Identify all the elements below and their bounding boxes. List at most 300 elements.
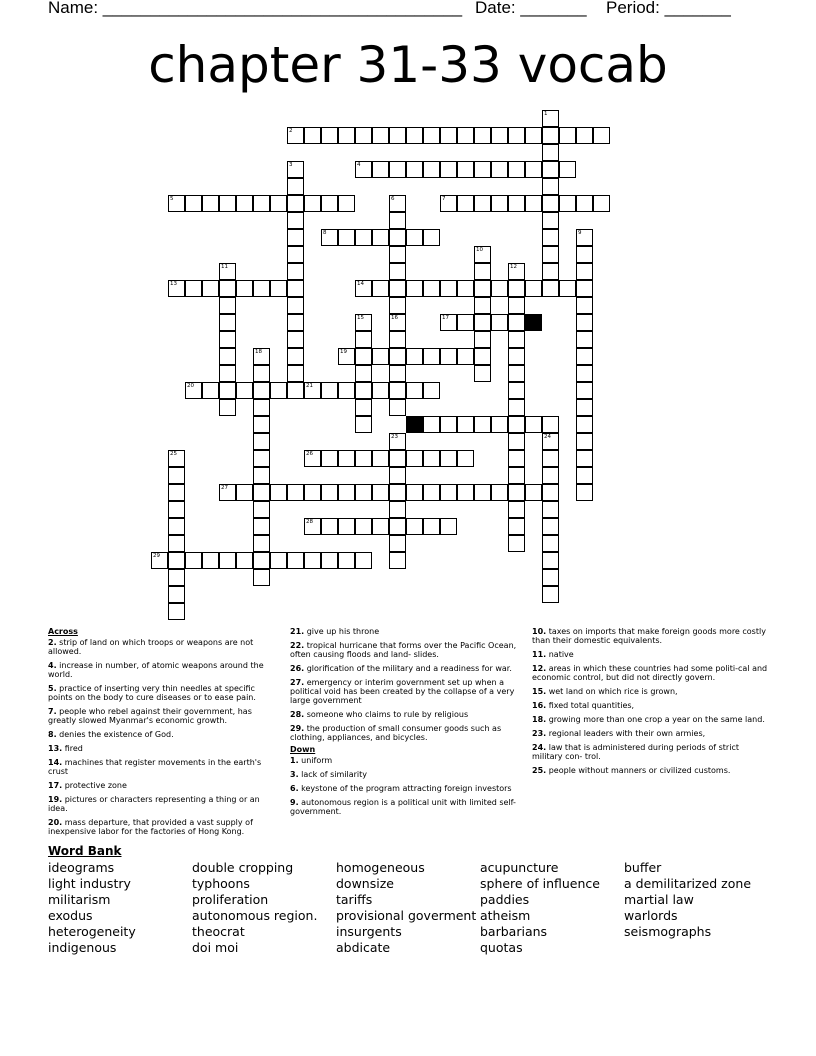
grid-cell[interactable] — [372, 127, 389, 144]
grid-cell[interactable] — [525, 280, 542, 297]
grid-cell[interactable] — [168, 552, 185, 569]
grid-cell[interactable] — [474, 280, 491, 297]
grid-cell[interactable] — [440, 484, 457, 501]
grid-cell[interactable] — [338, 127, 355, 144]
grid-cell[interactable] — [287, 297, 304, 314]
grid-cell[interactable] — [338, 518, 355, 535]
grid-cell[interactable] — [457, 280, 474, 297]
grid-cell[interactable] — [508, 348, 525, 365]
clue-number: 3 — [289, 162, 293, 168]
clue-number: 15. — [532, 687, 547, 696]
grid-cell[interactable] — [423, 161, 440, 178]
grid-cell[interactable] — [389, 263, 406, 280]
word-bank-item: quotas — [480, 940, 523, 955]
grid-cell[interactable] — [576, 382, 593, 399]
grid-cell[interactable] — [474, 348, 491, 365]
grid-cell[interactable] — [440, 280, 457, 297]
grid-cell[interactable] — [406, 229, 423, 246]
grid-cell[interactable] — [270, 552, 287, 569]
grid-cell[interactable] — [576, 246, 593, 263]
grid-cell[interactable] — [508, 195, 525, 212]
clue-text: strip of land on which troops or weapons are not allowed. — [48, 638, 254, 656]
grid-cell[interactable] — [287, 178, 304, 195]
grid-cell[interactable] — [474, 365, 491, 382]
grid-cell[interactable] — [542, 518, 559, 535]
grid-cell[interactable] — [253, 467, 270, 484]
grid-cell[interactable] — [474, 127, 491, 144]
grid-cell[interactable] — [168, 569, 185, 586]
clue-number: 28. — [290, 710, 305, 719]
grid-cell[interactable] — [389, 297, 406, 314]
grid-cell[interactable] — [406, 382, 423, 399]
grid-cell[interactable] — [389, 501, 406, 518]
grid-cell[interactable] — [491, 314, 508, 331]
grid-cell[interactable] — [576, 280, 593, 297]
word-bank-item: atheism — [480, 908, 531, 923]
grid-cell[interactable] — [406, 280, 423, 297]
grid-cell[interactable] — [559, 161, 576, 178]
grid-cell[interactable] — [474, 297, 491, 314]
grid-cell[interactable] — [423, 348, 440, 365]
grid-cell[interactable] — [372, 382, 389, 399]
grid-cell[interactable] — [457, 314, 474, 331]
grid-cell[interactable] — [457, 484, 474, 501]
grid-cell[interactable] — [236, 280, 253, 297]
clue-number: 1. — [290, 756, 299, 765]
grid-cell[interactable] — [287, 195, 304, 212]
clue-item — [290, 756, 522, 765]
grid-cell[interactable] — [576, 331, 593, 348]
grid-cell[interactable] — [542, 552, 559, 569]
grid-cell[interactable] — [491, 161, 508, 178]
grid-cell[interactable] — [440, 450, 457, 467]
grid-cell[interactable] — [508, 484, 525, 501]
grid-cell[interactable] — [219, 331, 236, 348]
word-bank-item: martial law — [624, 892, 694, 907]
grid-cell[interactable] — [270, 382, 287, 399]
grid-cell[interactable] — [202, 552, 219, 569]
grid-cell[interactable] — [576, 314, 593, 331]
grid-cell[interactable] — [287, 229, 304, 246]
grid-cell[interactable] — [423, 484, 440, 501]
grid-cell[interactable] — [338, 195, 355, 212]
grid-cell[interactable] — [559, 127, 576, 144]
grid-cell[interactable] — [304, 195, 321, 212]
clue-text: uniform — [301, 756, 333, 765]
grid-cell[interactable] — [219, 399, 236, 416]
grid-cell[interactable] — [389, 399, 406, 416]
grid-cell[interactable] — [389, 280, 406, 297]
grid-cell[interactable] — [372, 348, 389, 365]
clue-item — [532, 687, 768, 696]
grid-cell[interactable] — [355, 382, 372, 399]
grid-cell[interactable] — [542, 178, 559, 195]
grid-cell[interactable] — [406, 348, 423, 365]
grid-cell[interactable] — [168, 535, 185, 552]
grid-cell[interactable] — [236, 382, 253, 399]
grid-cell[interactable] — [168, 586, 185, 603]
grid-cell[interactable] — [389, 365, 406, 382]
grid-cell[interactable] — [406, 484, 423, 501]
grid-cell[interactable] — [457, 416, 474, 433]
clue-item — [48, 684, 270, 702]
grid-cell[interactable] — [576, 433, 593, 450]
grid-cell[interactable] — [542, 127, 559, 144]
grid-cell[interactable] — [287, 331, 304, 348]
across-clues-continued — [290, 627, 522, 821]
grid-cell[interactable] — [253, 399, 270, 416]
clue-text: areas in which these countries had some politi-cal and economic control, but did not directly govern. — [532, 664, 768, 682]
grid-cell[interactable] — [576, 127, 593, 144]
grid-cell[interactable] — [338, 450, 355, 467]
grid-cell[interactable] — [542, 586, 559, 603]
grid-cell[interactable] — [185, 280, 202, 297]
grid-cell[interactable] — [168, 501, 185, 518]
word-bank-item: warlords — [624, 908, 678, 923]
grid-cell[interactable] — [168, 603, 185, 620]
grid-cell[interactable] — [253, 535, 270, 552]
grid-cell[interactable] — [321, 127, 338, 144]
grid-cell[interactable] — [576, 467, 593, 484]
grid-cell[interactable] — [423, 127, 440, 144]
grid-cell[interactable] — [253, 552, 270, 569]
grid-cell[interactable] — [202, 280, 219, 297]
clue-item — [290, 770, 522, 779]
grid-cell[interactable] — [491, 280, 508, 297]
grid-cell[interactable] — [508, 399, 525, 416]
grid-cell[interactable] — [593, 195, 610, 212]
grid-cell[interactable] — [576, 263, 593, 280]
grid-cell[interactable] — [406, 450, 423, 467]
grid-cell[interactable] — [576, 348, 593, 365]
grid-cell[interactable] — [253, 280, 270, 297]
grid-cell[interactable] — [525, 416, 542, 433]
grid-cell[interactable] — [253, 518, 270, 535]
grid-cell[interactable] — [253, 569, 270, 586]
grid-cell[interactable] — [202, 382, 219, 399]
grid-cell[interactable] — [508, 382, 525, 399]
grid-cell[interactable] — [440, 416, 457, 433]
clue-number: 21. — [290, 627, 305, 636]
grid-cell[interactable] — [525, 161, 542, 178]
clue-number: 10 — [476, 247, 483, 253]
grid-cell[interactable] — [219, 314, 236, 331]
clue-number: 13 — [170, 281, 177, 287]
clue-number: 17 — [442, 315, 449, 321]
grid-cell[interactable] — [287, 348, 304, 365]
grid-cell[interactable] — [474, 484, 491, 501]
grid-cell[interactable] — [185, 552, 202, 569]
grid-cell[interactable] — [321, 484, 338, 501]
grid-cell[interactable] — [338, 552, 355, 569]
grid-cell[interactable] — [508, 518, 525, 535]
clue-number: 29 — [153, 553, 160, 559]
grid-cell[interactable] — [542, 535, 559, 552]
word-bank-list — [48, 860, 788, 956]
grid-cell[interactable] — [525, 484, 542, 501]
grid-cell[interactable] — [389, 484, 406, 501]
grid-cell[interactable] — [219, 280, 236, 297]
grid-cell[interactable] — [542, 569, 559, 586]
grid-cell[interactable] — [542, 229, 559, 246]
grid-cell[interactable] — [593, 127, 610, 144]
grid-cell[interactable] — [236, 552, 253, 569]
grid-cell[interactable] — [542, 195, 559, 212]
grid-cell[interactable] — [559, 280, 576, 297]
grid-cell[interactable] — [355, 518, 372, 535]
period-field[interactable]: Period: _______ — [606, 0, 731, 17]
clue-number: 27. — [290, 678, 305, 687]
grid-cell[interactable] — [491, 127, 508, 144]
clue-text: denies the existence of God. — [59, 730, 174, 739]
grid-cell[interactable] — [372, 229, 389, 246]
clue-number: 19 — [340, 349, 347, 355]
grid-cell[interactable] — [440, 161, 457, 178]
grid-cell[interactable] — [338, 484, 355, 501]
grid-cell[interactable] — [542, 280, 559, 297]
grid-cell[interactable] — [219, 365, 236, 382]
clue-number: 7 — [442, 196, 446, 202]
grid-cell[interactable] — [491, 195, 508, 212]
grid-cell[interactable] — [474, 331, 491, 348]
grid-cell[interactable] — [253, 416, 270, 433]
date-field[interactable]: Date: _______ — [475, 0, 587, 17]
grid-cell[interactable] — [474, 263, 491, 280]
grid-cell[interactable] — [287, 314, 304, 331]
grid-cell[interactable] — [355, 416, 372, 433]
grid-cell[interactable] — [389, 348, 406, 365]
grid-cell[interactable] — [576, 450, 593, 467]
grid-cell[interactable] — [542, 144, 559, 161]
grid-cell[interactable] — [253, 433, 270, 450]
grid-cell[interactable] — [542, 161, 559, 178]
grid-cell[interactable] — [287, 246, 304, 263]
clue-item — [532, 729, 768, 738]
clue-number: 18 — [255, 349, 262, 355]
grid-cell[interactable] — [423, 229, 440, 246]
grid-cell[interactable] — [559, 195, 576, 212]
clue-number: 12 — [510, 264, 517, 270]
grid-cell[interactable] — [372, 280, 389, 297]
word-bank-heading: Word Bank — [48, 844, 122, 858]
word-bank-item: doi moi — [192, 940, 239, 955]
word-bank-item: provisional goverment — [336, 908, 477, 923]
grid-cell[interactable] — [389, 518, 406, 535]
grid-cell[interactable] — [372, 450, 389, 467]
grid-cell[interactable] — [474, 161, 491, 178]
grid-cell[interactable] — [253, 195, 270, 212]
grid-cell[interactable] — [474, 416, 491, 433]
grid-cell[interactable] — [321, 552, 338, 569]
grid-cell[interactable] — [236, 484, 253, 501]
grid-cell[interactable] — [372, 518, 389, 535]
clue-number: 24. — [532, 743, 547, 752]
grid-cell[interactable] — [576, 297, 593, 314]
grid-cell[interactable] — [389, 382, 406, 399]
grid-cell[interactable] — [287, 552, 304, 569]
grid-cell[interactable] — [508, 501, 525, 518]
grid-cell[interactable] — [508, 331, 525, 348]
grid-cell[interactable] — [576, 399, 593, 416]
grid-cell[interactable] — [219, 382, 236, 399]
word-bank-item: exodus — [48, 908, 93, 923]
grid-cell[interactable] — [508, 467, 525, 484]
clue-text: regional leaders with their own armies, — [548, 729, 706, 738]
grid-cell[interactable] — [372, 161, 389, 178]
grid-cell[interactable] — [270, 280, 287, 297]
grid-cell[interactable] — [406, 127, 423, 144]
grid-cell[interactable] — [389, 127, 406, 144]
grid-cell[interactable] — [508, 297, 525, 314]
grid-cell[interactable] — [406, 161, 423, 178]
grid-cell[interactable] — [389, 246, 406, 263]
grid-cell[interactable] — [321, 195, 338, 212]
grid-cell[interactable] — [355, 552, 372, 569]
grid-cell[interactable] — [542, 416, 559, 433]
grid-cell[interactable] — [389, 450, 406, 467]
grid-cell[interactable] — [423, 382, 440, 399]
grid-cell[interactable] — [287, 382, 304, 399]
name-field[interactable]: Name: ______________________________________ — [48, 0, 463, 17]
grid-cell[interactable] — [253, 484, 270, 501]
grid-cell[interactable] — [270, 195, 287, 212]
clue-item — [290, 710, 522, 719]
grid-cell[interactable] — [423, 518, 440, 535]
grid-cell[interactable] — [287, 484, 304, 501]
clue-number: 4. — [48, 661, 57, 670]
grid-cell[interactable] — [355, 450, 372, 467]
grid-cell[interactable] — [508, 314, 525, 331]
word-bank-item: indigenous — [48, 940, 117, 955]
grid-cell[interactable] — [355, 399, 372, 416]
grid-cell[interactable] — [457, 195, 474, 212]
grid-cell[interactable] — [508, 161, 525, 178]
grid-cell[interactable] — [525, 195, 542, 212]
grid-cell[interactable] — [236, 195, 253, 212]
grid-cell[interactable] — [542, 263, 559, 280]
grid-cell[interactable] — [168, 467, 185, 484]
grid-cell[interactable] — [304, 484, 321, 501]
grid-cell[interactable] — [219, 552, 236, 569]
grid-cell[interactable] — [372, 484, 389, 501]
grid-cell[interactable] — [287, 263, 304, 280]
grid-cell[interactable] — [542, 212, 559, 229]
grid-cell[interactable] — [423, 450, 440, 467]
black-square — [525, 314, 542, 331]
grid-cell[interactable] — [389, 331, 406, 348]
grid-cell[interactable] — [253, 450, 270, 467]
grid-cell[interactable] — [321, 382, 338, 399]
grid-cell[interactable] — [457, 348, 474, 365]
grid-cell[interactable] — [253, 365, 270, 382]
grid-cell[interactable] — [355, 484, 372, 501]
grid-cell[interactable] — [168, 518, 185, 535]
clue-item — [290, 627, 522, 636]
grid-cell[interactable] — [304, 552, 321, 569]
grid-cell[interactable] — [508, 127, 525, 144]
grid-cell[interactable] — [287, 212, 304, 229]
word-bank-item: buffer — [624, 860, 662, 875]
grid-cell[interactable] — [474, 195, 491, 212]
grid-cell[interactable] — [474, 314, 491, 331]
grid-cell[interactable] — [542, 450, 559, 467]
grid-cell[interactable] — [576, 484, 593, 501]
grid-cell[interactable] — [508, 433, 525, 450]
grid-cell[interactable] — [423, 280, 440, 297]
grid-cell[interactable] — [491, 484, 508, 501]
grid-cell[interactable] — [355, 229, 372, 246]
grid-cell[interactable] — [508, 280, 525, 297]
grid-cell[interactable] — [457, 127, 474, 144]
clue-item — [48, 781, 270, 790]
grid-cell[interactable] — [219, 297, 236, 314]
grid-cell[interactable] — [457, 161, 474, 178]
grid-cell[interactable] — [202, 195, 219, 212]
clue-item — [48, 744, 270, 753]
grid-cell[interactable] — [355, 348, 372, 365]
grid-cell[interactable] — [389, 535, 406, 552]
grid-cell[interactable] — [525, 127, 542, 144]
grid-cell[interactable] — [508, 535, 525, 552]
grid-cell[interactable] — [321, 518, 338, 535]
grid-cell[interactable] — [253, 501, 270, 518]
grid-cell[interactable] — [440, 348, 457, 365]
clue-number: 5 — [170, 196, 174, 202]
grid-cell[interactable] — [440, 127, 457, 144]
grid-cell[interactable] — [355, 365, 372, 382]
word-bank-item: homogeneous — [336, 860, 425, 875]
grid-cell[interactable] — [304, 127, 321, 144]
grid-cell[interactable] — [576, 365, 593, 382]
grid-cell[interactable] — [542, 467, 559, 484]
grid-cell[interactable] — [457, 450, 474, 467]
grid-cell[interactable] — [355, 127, 372, 144]
grid-cell[interactable] — [287, 280, 304, 297]
grid-cell[interactable] — [219, 195, 236, 212]
grid-cell[interactable] — [355, 331, 372, 348]
grid-cell[interactable] — [542, 484, 559, 501]
grid-cell[interactable] — [219, 348, 236, 365]
grid-cell[interactable] — [168, 484, 185, 501]
grid-cell[interactable] — [542, 246, 559, 263]
grid-cell[interactable] — [491, 416, 508, 433]
grid-cell[interactable] — [542, 501, 559, 518]
grid-cell[interactable] — [508, 416, 525, 433]
grid-cell[interactable] — [389, 467, 406, 484]
grid-cell[interactable] — [576, 416, 593, 433]
grid-cell[interactable] — [270, 484, 287, 501]
grid-cell[interactable] — [508, 365, 525, 382]
word-bank-item: seismographs — [624, 924, 712, 939]
grid-cell[interactable] — [508, 450, 525, 467]
clue-number: 24 — [544, 434, 551, 440]
grid-cell[interactable] — [406, 518, 423, 535]
grid-cell[interactable] — [321, 450, 338, 467]
grid-cell[interactable] — [576, 195, 593, 212]
grid-cell[interactable] — [287, 365, 304, 382]
grid-cell[interactable] — [423, 416, 440, 433]
grid-cell[interactable] — [389, 212, 406, 229]
clue-number: 23. — [532, 729, 547, 738]
grid-cell[interactable] — [253, 382, 270, 399]
grid-cell[interactable] — [389, 552, 406, 569]
grid-cell[interactable] — [338, 382, 355, 399]
grid-cell[interactable] — [389, 229, 406, 246]
grid-cell[interactable] — [389, 161, 406, 178]
grid-cell[interactable] — [440, 518, 457, 535]
grid-cell[interactable] — [338, 229, 355, 246]
grid-cell[interactable] — [185, 195, 202, 212]
